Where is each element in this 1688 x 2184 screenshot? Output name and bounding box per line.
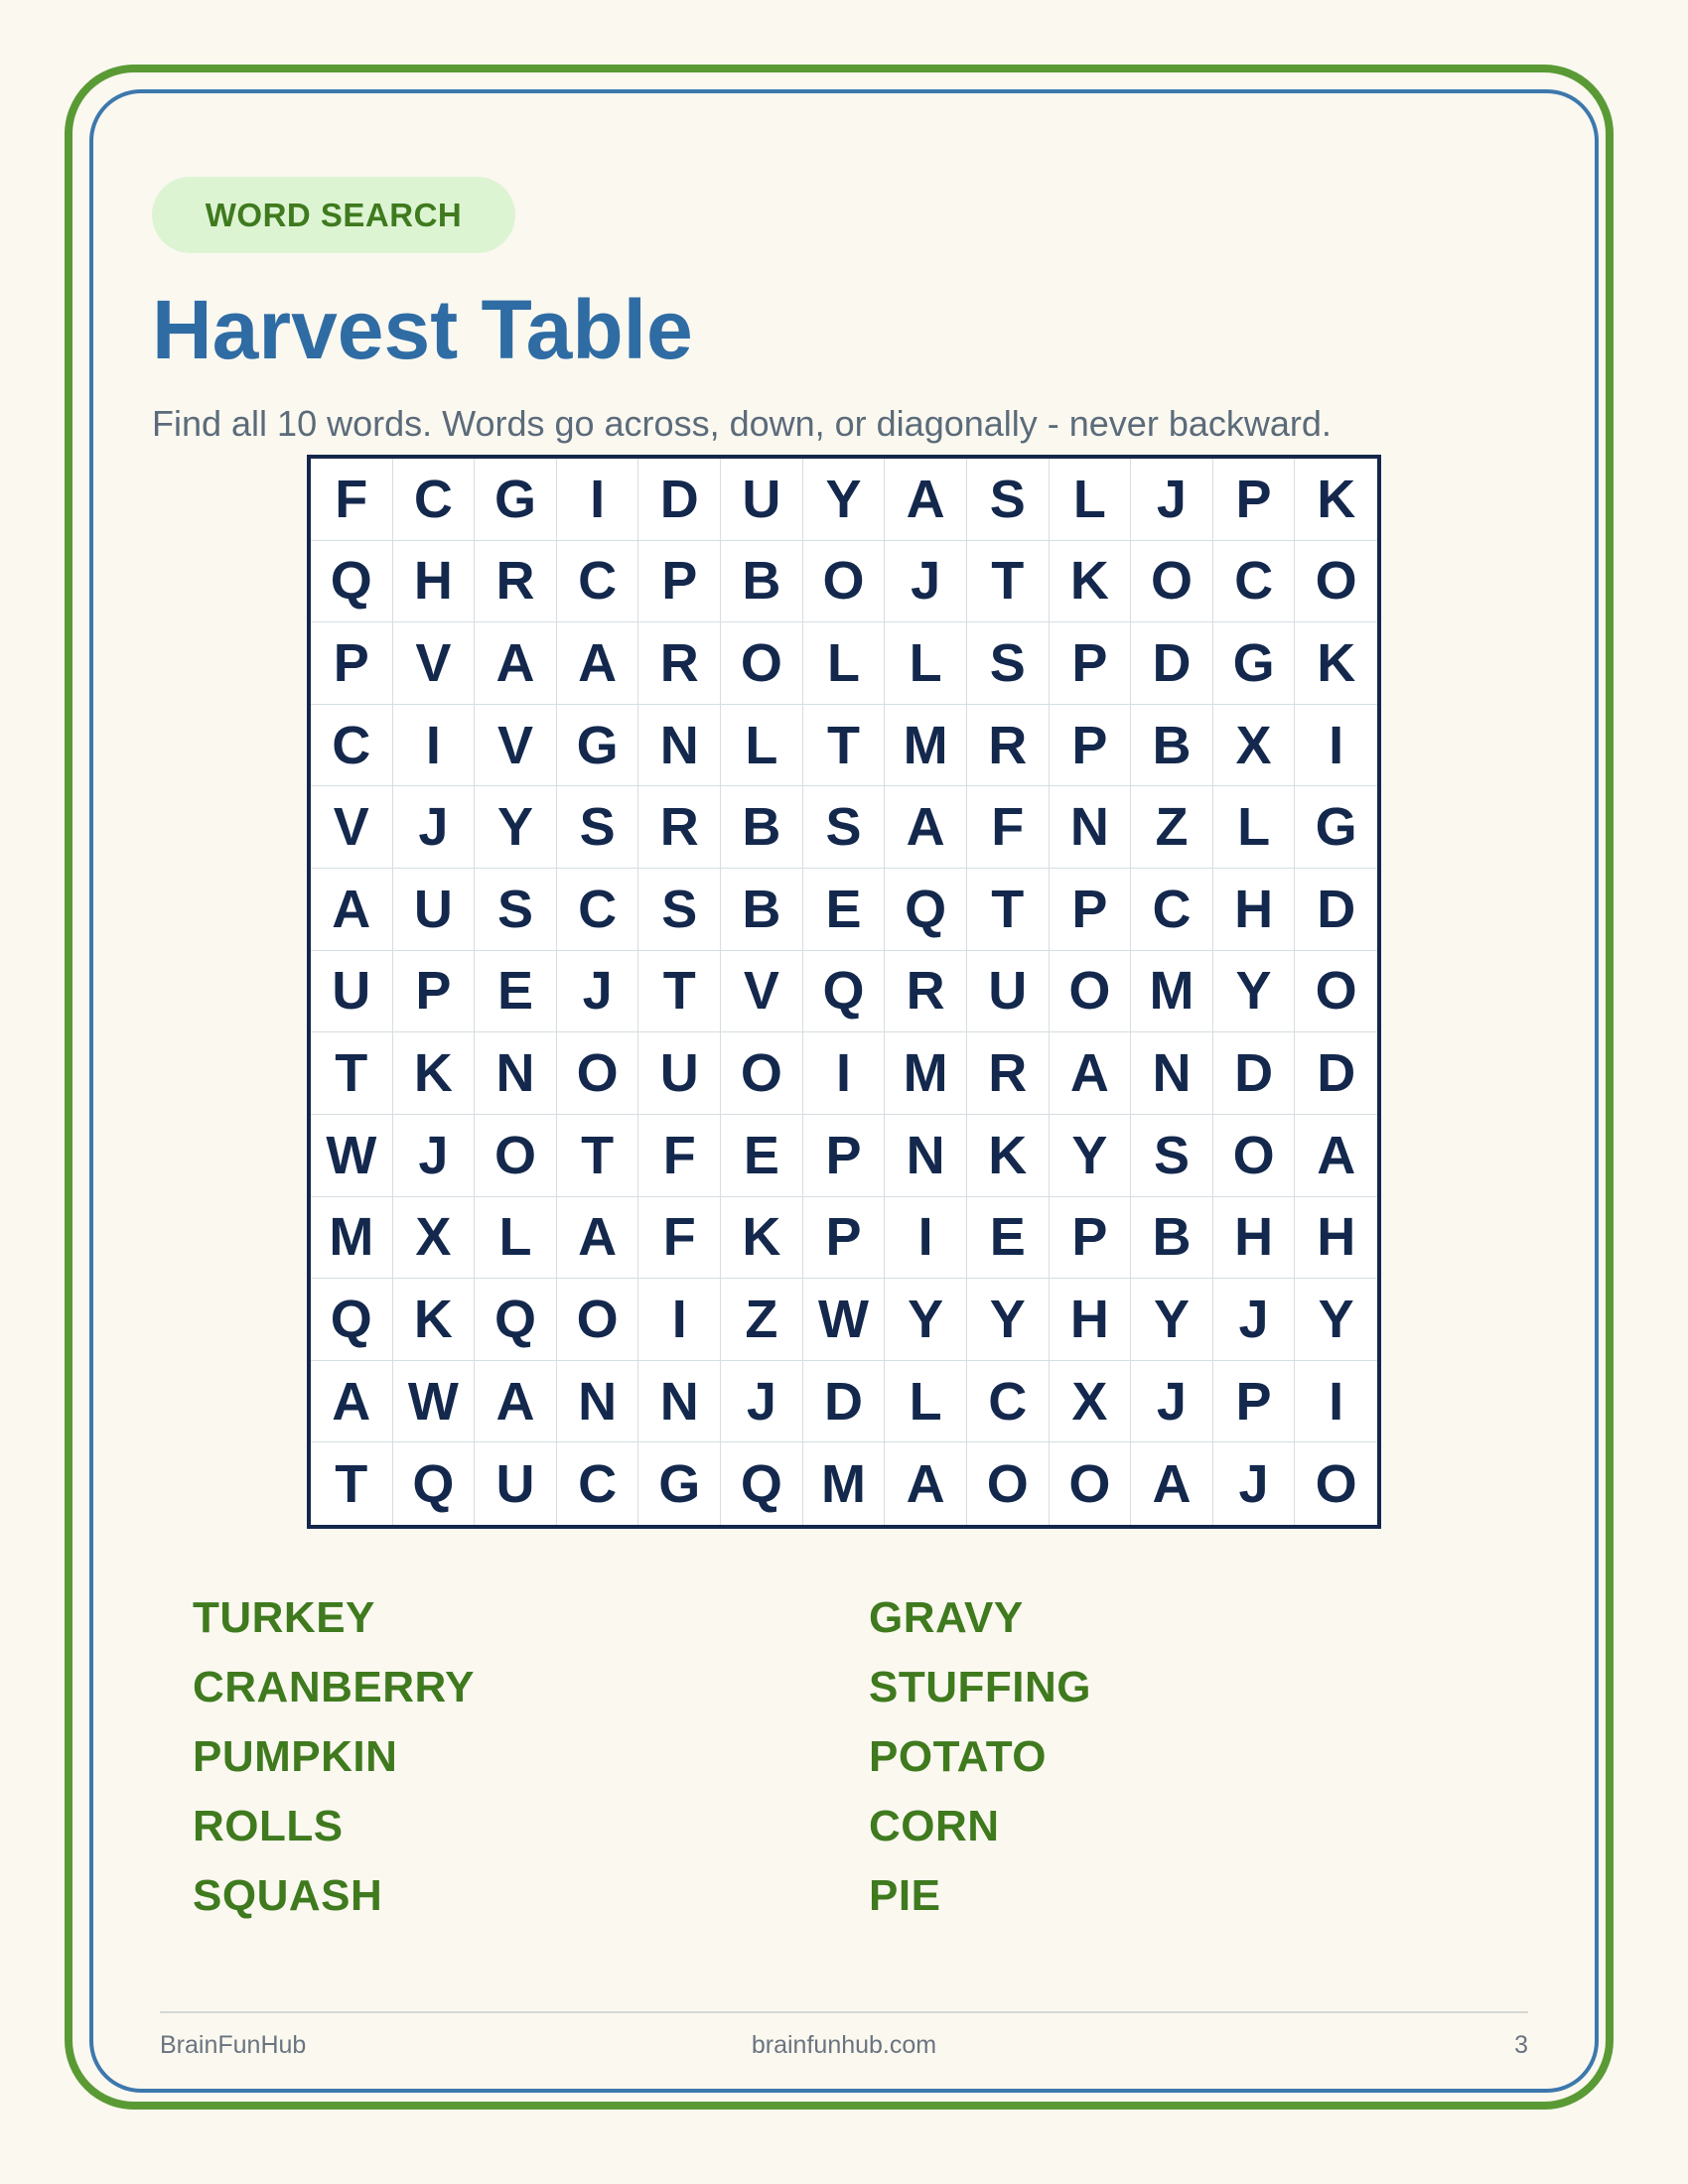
- grid-cell: N: [638, 705, 721, 787]
- grid-cell: D: [1131, 622, 1213, 705]
- grid-cell: X: [1050, 1361, 1132, 1443]
- grid-cell: Y: [1213, 951, 1296, 1033]
- grid-cell: J: [557, 951, 639, 1033]
- grid-cell: U: [638, 1032, 721, 1115]
- grid-cell: O: [1295, 541, 1377, 623]
- page-title: Harvest Table: [152, 283, 693, 376]
- grid-cell: L: [721, 705, 803, 787]
- grid-cell: A: [557, 1197, 639, 1280]
- grid-cell: C: [557, 541, 639, 623]
- grid-cell: J: [721, 1361, 803, 1443]
- grid-cell: S: [967, 622, 1050, 705]
- grid-cell: T: [967, 541, 1050, 623]
- grid-cell: O: [803, 541, 886, 623]
- grid-cell: C: [1131, 869, 1213, 951]
- grid-cell: P: [1050, 869, 1132, 951]
- grid-cell: P: [638, 541, 721, 623]
- grid-cell: B: [721, 541, 803, 623]
- grid-cell: R: [885, 951, 967, 1033]
- instructions: Find all 10 words. Words go across, down, or diagonally - never backward.: [152, 403, 1332, 444]
- grid-cell: H: [393, 541, 476, 623]
- word-list-item: CRANBERRY: [193, 1663, 475, 1711]
- grid-cell: A: [311, 1361, 393, 1443]
- grid-cell: Q: [721, 1442, 803, 1525]
- word-list-item: ROLLS: [193, 1802, 344, 1850]
- grid-cell: E: [803, 869, 886, 951]
- grid-cell: N: [1050, 786, 1132, 869]
- grid-cell: R: [475, 541, 557, 623]
- grid-cell: H: [1050, 1279, 1132, 1361]
- grid-cell: U: [393, 869, 476, 951]
- grid-cell: G: [475, 459, 557, 541]
- footer-divider: [160, 2011, 1528, 2013]
- grid-cell: V: [311, 786, 393, 869]
- grid-cell: J: [1213, 1279, 1296, 1361]
- word-list-item: GRAVY: [869, 1593, 1024, 1642]
- grid-cell: B: [721, 786, 803, 869]
- grid-cell: E: [967, 1197, 1050, 1280]
- grid-cell: M: [311, 1197, 393, 1280]
- grid-cell: T: [311, 1442, 393, 1525]
- grid-cell: A: [885, 1442, 967, 1525]
- grid-cell: A: [885, 786, 967, 869]
- grid-cell: O: [557, 1032, 639, 1115]
- grid-cell: Q: [311, 1279, 393, 1361]
- grid-cell: N: [638, 1361, 721, 1443]
- grid-cell: D: [1295, 869, 1377, 951]
- grid-cell: U: [311, 951, 393, 1033]
- grid-cell: U: [721, 459, 803, 541]
- grid-cell: D: [638, 459, 721, 541]
- grid-cell: N: [885, 1115, 967, 1197]
- grid-cell: N: [1131, 1032, 1213, 1115]
- grid-cell: L: [885, 622, 967, 705]
- grid-cell: W: [311, 1115, 393, 1197]
- grid-cell: O: [1295, 951, 1377, 1033]
- grid-cell: H: [1213, 1197, 1296, 1280]
- grid-cell: T: [638, 951, 721, 1033]
- footer-brand: BrainFunHub: [160, 2031, 307, 2059]
- grid-cell: D: [1213, 1032, 1296, 1115]
- grid-cell: R: [638, 786, 721, 869]
- grid-cell: Y: [1050, 1115, 1132, 1197]
- word-list-item: POTATO: [869, 1732, 1047, 1781]
- grid-cell: L: [475, 1197, 557, 1280]
- grid-cell: O: [1213, 1115, 1296, 1197]
- grid-cell: Q: [475, 1279, 557, 1361]
- grid-cell: V: [721, 951, 803, 1033]
- grid-cell: G: [1295, 786, 1377, 869]
- footer-url: brainfunhub.com: [751, 2031, 937, 2059]
- grid-cell: K: [393, 1279, 476, 1361]
- grid-cell: E: [475, 951, 557, 1033]
- grid-cell: P: [1213, 459, 1296, 541]
- grid-cell: A: [1050, 1032, 1132, 1115]
- grid-cell: Q: [885, 869, 967, 951]
- grid-cell: C: [557, 869, 639, 951]
- grid-cell: R: [638, 622, 721, 705]
- word-list-item: PUMPKIN: [193, 1732, 398, 1781]
- grid-cell: S: [803, 786, 886, 869]
- grid-cell: O: [721, 1032, 803, 1115]
- grid-cell: S: [475, 869, 557, 951]
- word-list-item: STUFFING: [869, 1663, 1091, 1711]
- grid-cell: K: [1295, 622, 1377, 705]
- grid-cell: R: [967, 705, 1050, 787]
- grid-cell: D: [803, 1361, 886, 1443]
- grid-cell: P: [1050, 705, 1132, 787]
- grid-cell: O: [1131, 541, 1213, 623]
- grid-cell: M: [885, 705, 967, 787]
- grid-cell: J: [393, 1115, 476, 1197]
- grid-cell: Y: [1131, 1279, 1213, 1361]
- grid-cell: K: [393, 1032, 476, 1115]
- grid-cell: G: [1213, 622, 1296, 705]
- grid-cell: C: [557, 1442, 639, 1525]
- grid-cell: P: [393, 951, 476, 1033]
- grid-cell: P: [803, 1115, 886, 1197]
- word-list-item: TURKEY: [193, 1593, 375, 1642]
- grid-cell: C: [1213, 541, 1296, 623]
- grid-cell: K: [1050, 541, 1132, 623]
- grid-cell: Z: [721, 1279, 803, 1361]
- grid-cell: F: [638, 1115, 721, 1197]
- grid-cell: K: [967, 1115, 1050, 1197]
- grid-cell: I: [1295, 1361, 1377, 1443]
- letter-grid: [307, 455, 1381, 1529]
- grid-cell: A: [557, 622, 639, 705]
- grid-cell: A: [1295, 1115, 1377, 1197]
- grid-cell: H: [1295, 1197, 1377, 1280]
- grid-cell: L: [1050, 459, 1132, 541]
- grid-cell: S: [1131, 1115, 1213, 1197]
- grid-cell: B: [721, 869, 803, 951]
- grid-cell: Q: [311, 541, 393, 623]
- word-list-item: CORN: [869, 1802, 1000, 1850]
- grid-cell: T: [311, 1032, 393, 1115]
- grid-cell: B: [1131, 1197, 1213, 1280]
- grid-cell: T: [803, 705, 886, 787]
- grid-cell: Q: [803, 951, 886, 1033]
- grid-cell: Y: [885, 1279, 967, 1361]
- grid-cell: H: [1213, 869, 1296, 951]
- grid-cell: T: [967, 869, 1050, 951]
- grid-cell: S: [967, 459, 1050, 541]
- grid-cell: K: [1295, 459, 1377, 541]
- grid-cell: U: [967, 951, 1050, 1033]
- grid-cell: W: [393, 1361, 476, 1443]
- grid-cell: O: [1050, 951, 1132, 1033]
- grid-cell: I: [557, 459, 639, 541]
- grid-cell: V: [475, 705, 557, 787]
- grid-cell: C: [967, 1361, 1050, 1443]
- grid-cell: O: [721, 622, 803, 705]
- grid-cell: O: [967, 1442, 1050, 1525]
- grid-cell: P: [803, 1197, 886, 1280]
- grid-cell: A: [475, 1361, 557, 1443]
- word-list-item: PIE: [869, 1871, 941, 1920]
- grid-cell: C: [393, 459, 476, 541]
- grid-cell: E: [721, 1115, 803, 1197]
- grid-cell: X: [1213, 705, 1296, 787]
- grid-cell: D: [1295, 1032, 1377, 1115]
- grid-cell: C: [311, 705, 393, 787]
- grid-cell: S: [557, 786, 639, 869]
- grid-cell: M: [1131, 951, 1213, 1033]
- grid-cell: O: [1315, 1453, 1357, 1514]
- grid-cell: I: [638, 1279, 721, 1361]
- grid-cell: Y: [803, 459, 886, 541]
- grid-cell: P: [1050, 1197, 1132, 1280]
- grid-cell: L: [803, 622, 886, 705]
- grid-cell: T: [557, 1115, 639, 1197]
- grid-cell: A: [311, 869, 393, 951]
- grid-cell: Y: [475, 786, 557, 869]
- word-list-item: SQUASH: [193, 1871, 383, 1920]
- grid-cell: J: [1213, 1442, 1296, 1525]
- grid-cell: I: [393, 705, 476, 787]
- grid-cell: L: [885, 1361, 967, 1443]
- grid-cell: O: [475, 1115, 557, 1197]
- grid-cell: J: [885, 541, 967, 623]
- grid-cell: M: [885, 1032, 967, 1115]
- grid-cell: S: [638, 869, 721, 951]
- grid-cell: L: [1213, 786, 1296, 869]
- grid-cell: A: [1131, 1442, 1213, 1525]
- grid-cell: X: [393, 1197, 476, 1280]
- grid-cell: Z: [1131, 786, 1213, 869]
- grid-cell: F: [311, 459, 393, 541]
- grid-cell: M: [803, 1442, 886, 1525]
- grid-cell: U: [475, 1442, 557, 1525]
- page-number: 3: [1514, 2031, 1528, 2059]
- grid-cell: B: [1131, 705, 1213, 787]
- grid-cell: Y: [1295, 1279, 1377, 1361]
- grid-cell: J: [1131, 459, 1213, 541]
- grid-cell: Y: [967, 1279, 1050, 1361]
- grid-cell: I: [885, 1197, 967, 1280]
- grid-cell: P: [1050, 622, 1132, 705]
- category-badge: WORD SEARCH: [152, 177, 515, 253]
- grid-cell: N: [475, 1032, 557, 1115]
- grid-cell: W: [803, 1279, 886, 1361]
- grid-cell: I: [803, 1032, 886, 1115]
- grid-cell: P: [1213, 1361, 1296, 1443]
- grid-cell: R: [967, 1032, 1050, 1115]
- word-list: [193, 1583, 1483, 1931]
- grid-cell: F: [638, 1197, 721, 1280]
- grid-cell: J: [393, 786, 476, 869]
- grid-cell: O: [1050, 1442, 1132, 1525]
- grid-cell: G: [557, 705, 639, 787]
- grid-cell: K: [721, 1197, 803, 1280]
- grid-cell: V: [393, 622, 476, 705]
- grid-cell: P: [311, 622, 393, 705]
- grid-cell: J: [1131, 1361, 1213, 1443]
- grid-cell: Q: [393, 1442, 476, 1525]
- grid-cell: A: [885, 459, 967, 541]
- grid-cell: G: [638, 1442, 721, 1525]
- grid-cell: N: [557, 1361, 639, 1443]
- grid-cell: A: [475, 622, 557, 705]
- grid-cell: I: [1295, 705, 1377, 787]
- grid-cell: F: [967, 786, 1050, 869]
- grid-cell: O: [557, 1279, 639, 1361]
